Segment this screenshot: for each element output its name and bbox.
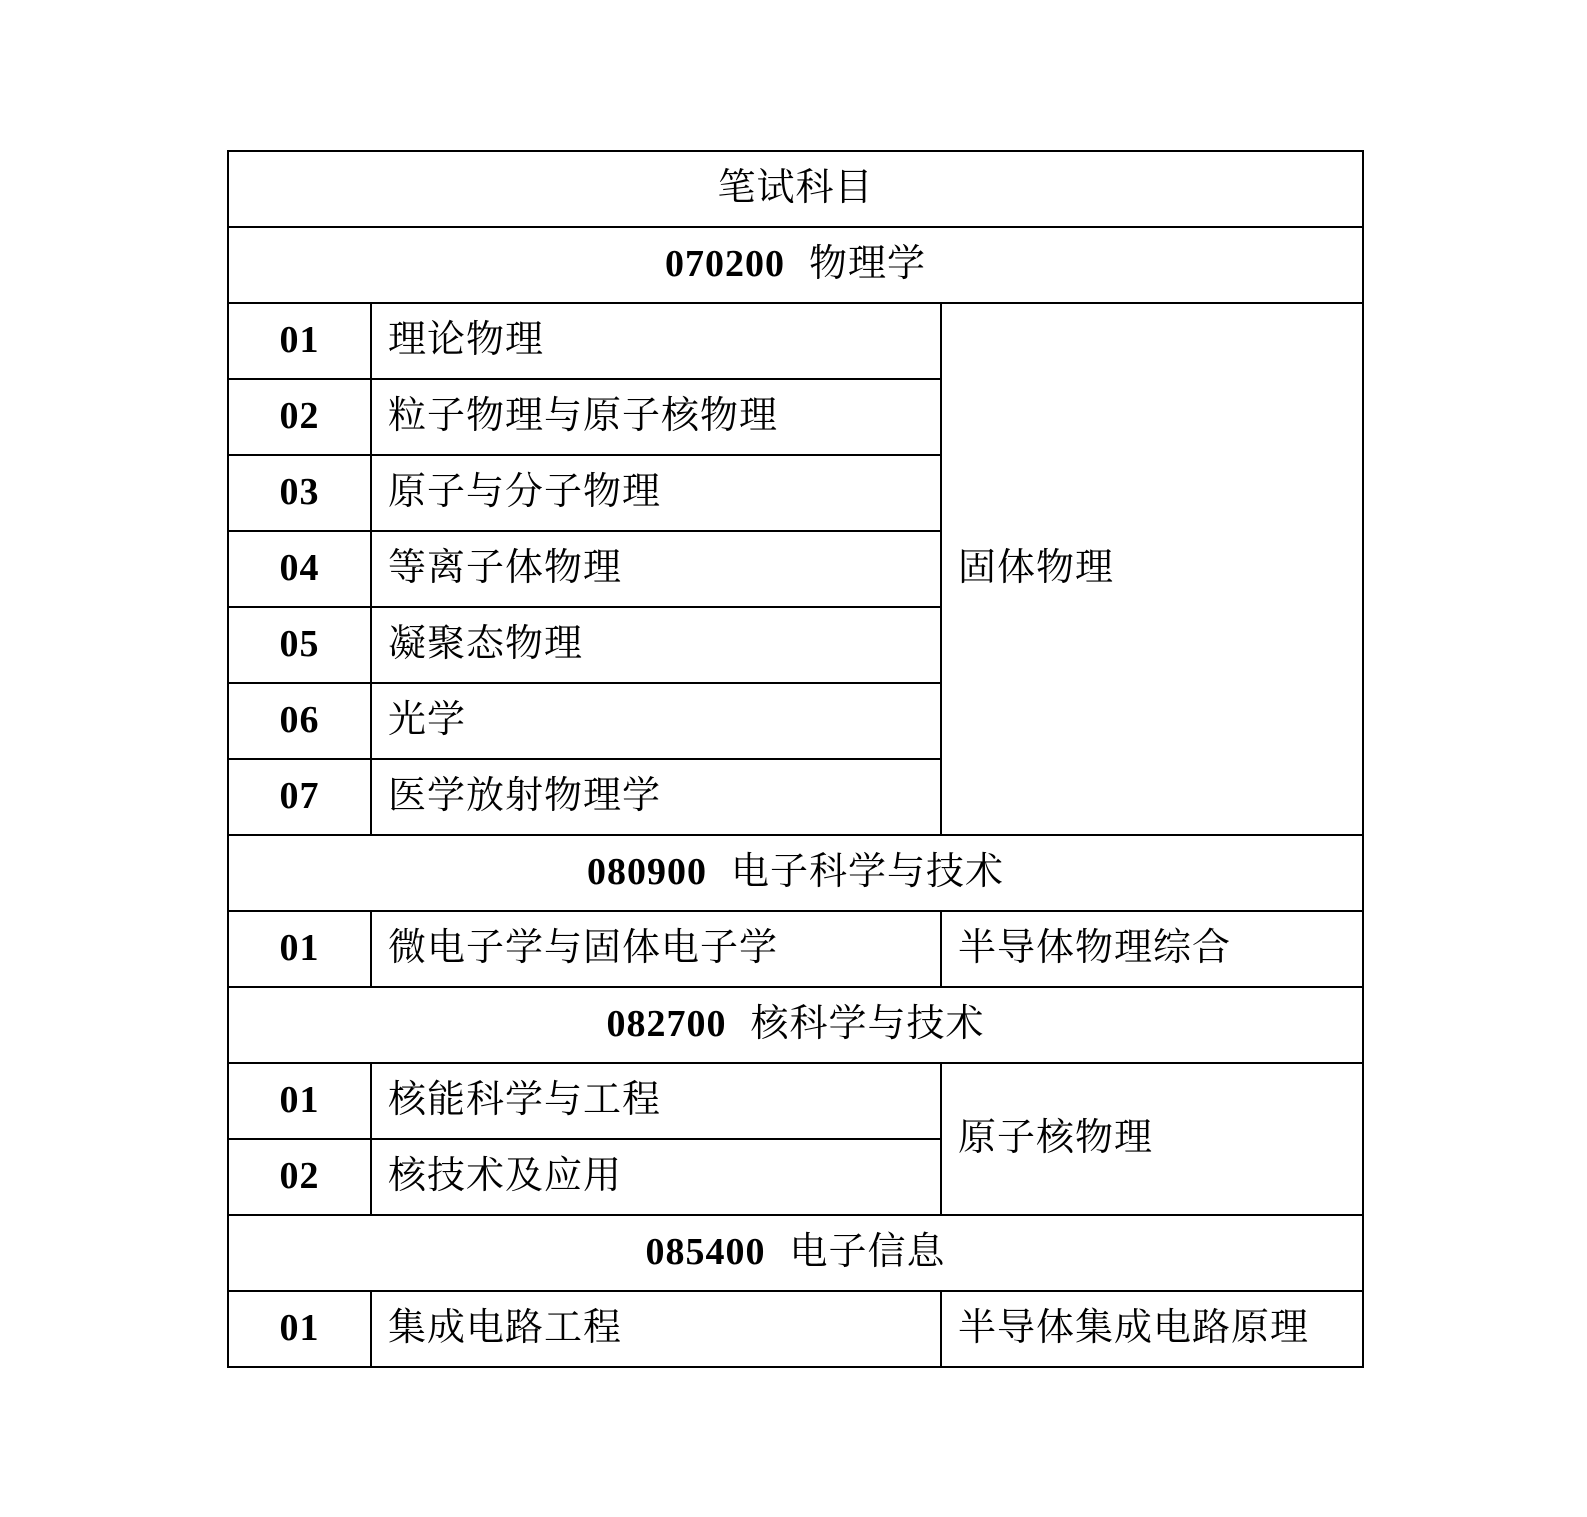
section-header-085400 <box>228 1215 1363 1291</box>
major-no-cell: 06 <box>228 683 371 759</box>
major-no-cell: 05 <box>228 607 371 683</box>
major-name-cell: 粒子物理与原子核物理 <box>371 379 941 455</box>
section-header-070200 <box>228 227 1363 303</box>
section-name: 电子信息 <box>789 1231 946 1274</box>
exam-subject-cell: 半导体物理综合 <box>941 911 1363 987</box>
exam-subject-cell: 固体物理 <box>941 303 1363 835</box>
exam-subject-cell: 半导体集成电路原理 <box>941 1291 1363 1367</box>
section-header-082700 <box>228 987 1363 1063</box>
section-header-row <box>228 987 1363 1063</box>
section-code: 082700 <box>606 1003 727 1046</box>
major-no-cell: 02 <box>228 1139 371 1215</box>
section-header-row <box>228 1215 1363 1291</box>
major-name-cell: 光学 <box>371 683 941 759</box>
table-row <box>228 303 1363 379</box>
major-no-cell: 03 <box>228 455 371 531</box>
major-no-cell: 04 <box>228 531 371 607</box>
section-header-row <box>228 227 1363 303</box>
major-no-cell: 07 <box>228 759 371 835</box>
section-name: 物理学 <box>808 243 926 286</box>
major-name-cell: 理论物理 <box>371 303 941 379</box>
section-header-row <box>228 835 1363 911</box>
section-code: 070200 <box>664 243 785 286</box>
major-no-cell: 01 <box>228 1063 371 1139</box>
table-row <box>228 1291 1363 1367</box>
section-header-080900 <box>228 835 1363 911</box>
major-no-cell: 01 <box>228 911 371 987</box>
major-name-cell: 医学放射物理学 <box>371 759 941 835</box>
table-title-row <box>228 151 1363 227</box>
table-row <box>228 1063 1363 1139</box>
table-title: 笔试科目 <box>228 151 1363 227</box>
major-name-cell: 核技术及应用 <box>371 1139 941 1215</box>
major-name-cell: 微电子学与固体电子学 <box>371 911 941 987</box>
table-row <box>228 911 1363 987</box>
section-name: 核科学与技术 <box>750 1003 985 1046</box>
exam-subjects-table <box>227 150 1364 1368</box>
major-name-cell: 集成电路工程 <box>371 1291 941 1367</box>
major-name-cell: 核能科学与工程 <box>371 1063 941 1139</box>
exam-subject-cell: 原子核物理 <box>941 1063 1363 1215</box>
section-code: 080900 <box>586 851 707 894</box>
major-name-cell: 原子与分子物理 <box>371 455 941 531</box>
major-no-cell: 01 <box>228 1291 371 1367</box>
major-name-cell: 凝聚态物理 <box>371 607 941 683</box>
section-code: 085400 <box>645 1231 766 1274</box>
section-name: 电子科学与技术 <box>730 851 1004 894</box>
major-no-cell: 01 <box>228 303 371 379</box>
major-name-cell: 等离子体物理 <box>371 531 941 607</box>
major-no-cell: 02 <box>228 379 371 455</box>
